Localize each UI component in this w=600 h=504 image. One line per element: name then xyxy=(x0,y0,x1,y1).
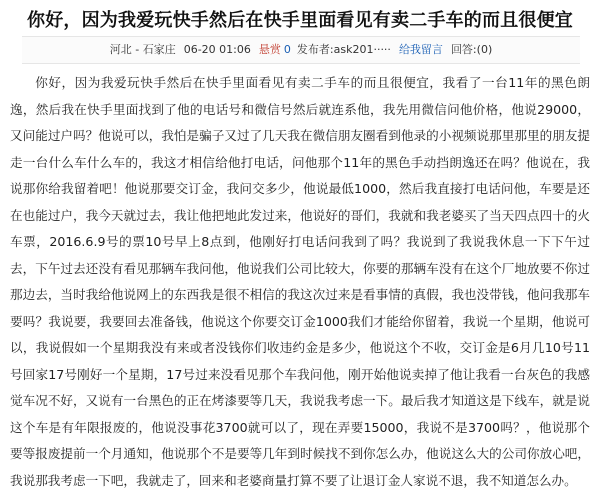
post-location: 河北 - 石家庄 xyxy=(109,43,176,56)
post-time: 06-20 01:06 xyxy=(183,43,251,56)
post-meta-bar xyxy=(22,36,580,64)
reply-count-label: 回答: xyxy=(450,43,477,56)
reply-count-value: (0) xyxy=(476,43,493,56)
poster-label: 发布者: xyxy=(296,43,334,56)
bounty-label: 悬赏 xyxy=(258,43,281,56)
post-body: 你好，因为我爱玩快手然后在快手里面看见有卖二手车的而且很便宜，我看了一台11年的黑色朗逸，然后我在快手里面找到了他的电话号和微信号然后就连系他，我先用微信问他价格，他说29000，又问能过户吗？他说可以，我怕是骗子又过了几天我在微信朋友圈看到他录的小视频说那里那里的朋友提走一台什么车什么车的，我这才相信给他打电话，问他那个11年的黑色手动挡朗逸还在吗？他说在，我说那你给我留着吧！他说那要交订金，我问交多少，他说最低1000，然后我直接打电话问他，车要是还在也能过户，我今天就过去，我让他把地此发过来，他说好的哥们，我就和我老婆买了当天四点四十的火车票，2016.6.9号的票10号早上8点到，他刚好打电话问我到了吗？我说到了我说我休息一下下午过去，下午过去还没有看见那辆车我问他，他说我们公司比较大，你要的那辆车没有在这个厂地放要不你过那边去，当时我给他说网上的东西我是很不相信的我这次过来是看事情的真假，我也没带钱，他问我那车要吗？我说要，我要回去准备钱，他说这个你要交订金1000我们才能给你留着，我说一个星期，他说可以，我说假如一个星期我没有来或者没钱你们收违约金是多少，他说这个不收，交订金是6月几10号11号回家17号刚好一个星期，17号过来没看见那个车我问他，刚开始他说卖掉了他让我看一台灰色的我感觉车况不好，又说有一台黑色的正在烤漆要等几天，我说我考虑一下。最后我才知道这是下线车，就是说这个车是有年限报废的，他说没事花3700就可以了，现在弄要15000，我说不是3700吗？，他说那个要等报废提前一个月通知，他说那个不是要等几年到时候找不到你怎么办，他说这么大的公司你放心吧，我说那我考虑一下吧，我就走了，回来和老婆商量打算不要了让退订金人家说不退，我不知道怎么办。 xyxy=(10,75,590,488)
leave-message-link[interactable]: 给我留言 xyxy=(398,43,443,56)
post-title: 你好，因为我爱玩快手然后在快手里面看见有卖二手车的而且很便宜 xyxy=(27,10,573,31)
bounty-value: 0 xyxy=(283,43,291,56)
poster-name: ask201····· xyxy=(333,43,391,56)
